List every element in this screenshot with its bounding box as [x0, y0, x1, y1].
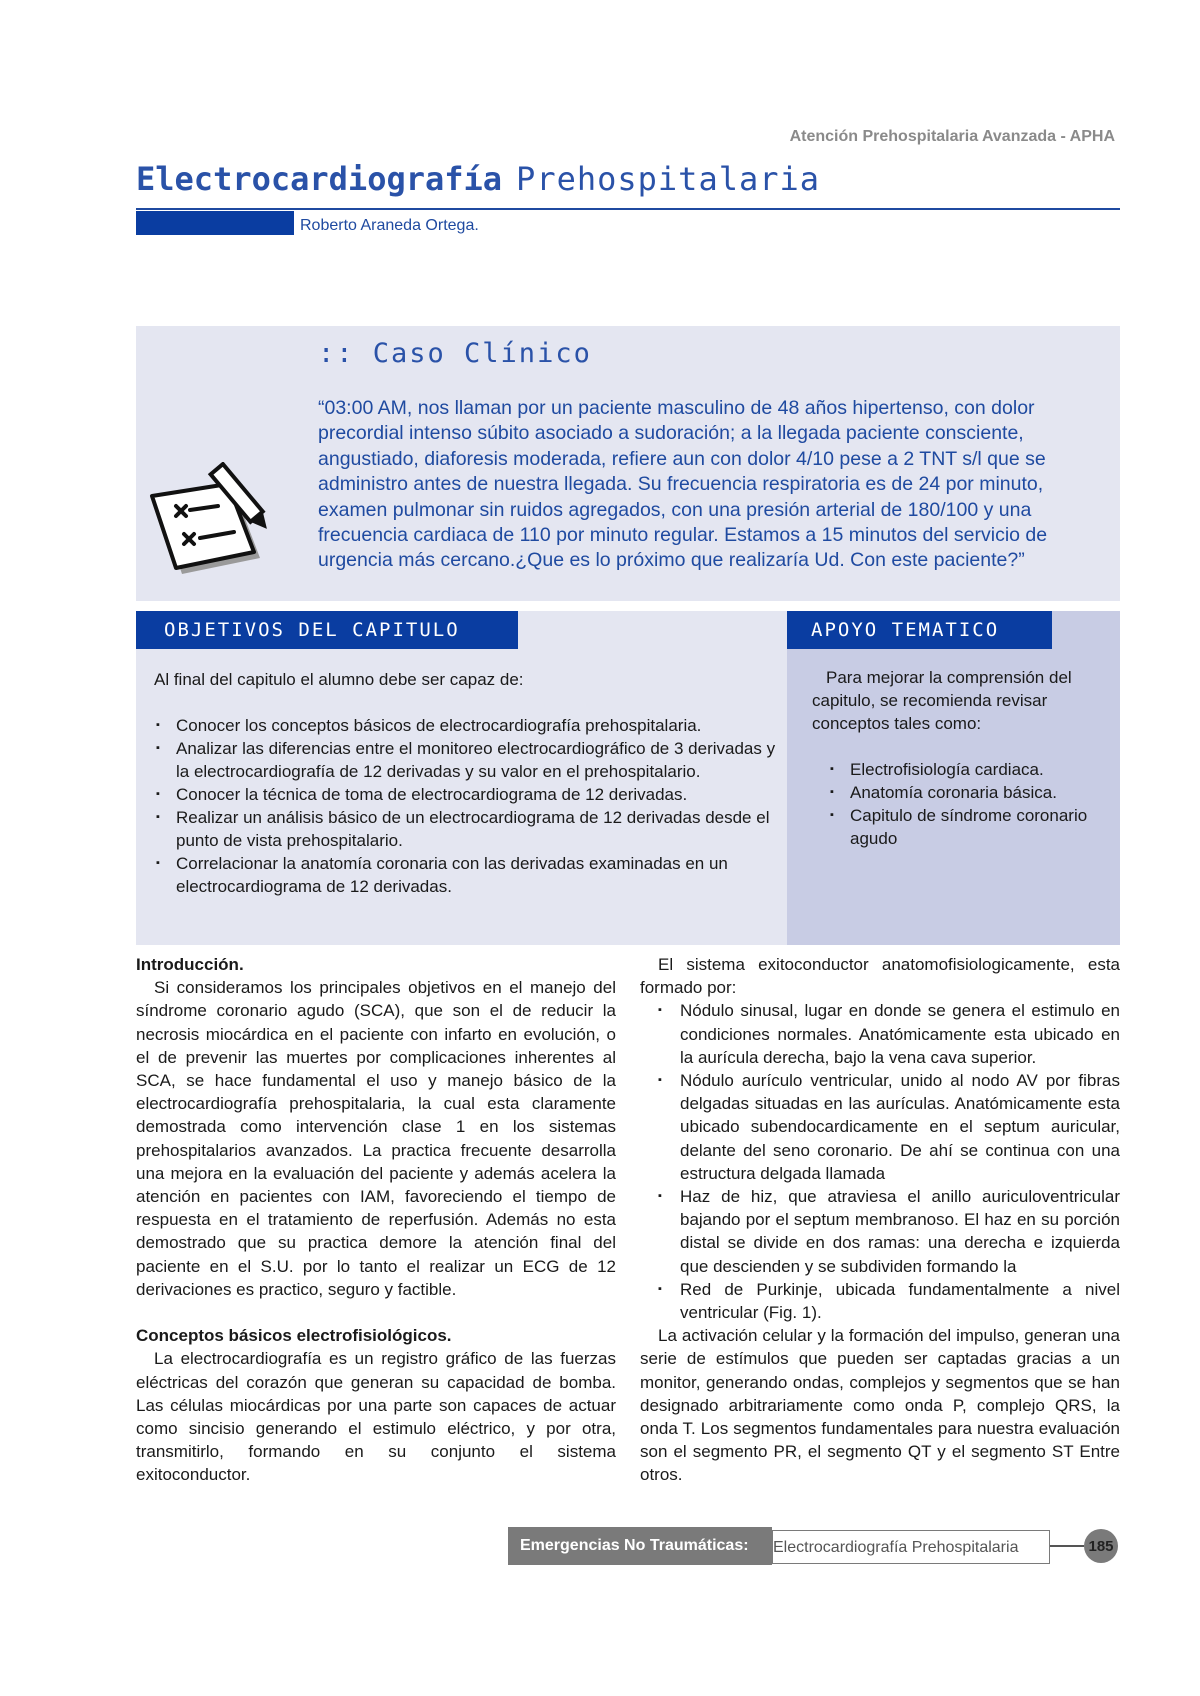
conduction-system-list: [640, 999, 1120, 1324]
objectives-intro: Al final del capitulo el alumno debe ser capaz de:: [154, 670, 524, 689]
page-footer: [508, 1527, 1118, 1565]
list-item: ▪ Haz de hiz, que atraviesa el anillo auriculoventricular bajando por el septum membranoso. El haz en su porción distal se divide en dos ramas: una derecha e izquierda que descienden y se subdividen formando la: [640, 1185, 1120, 1278]
support-body: [812, 666, 1112, 850]
list-item: ▪ Anatomía coronaria básica.: [812, 781, 1112, 804]
list-item: ▪ Capitulo de síndrome coronario agudo: [812, 804, 1112, 850]
paragraph: La electrocardiografía es un registro gráfico de las fuerzas eléctricas del corazón que generan su capacidad de bomba. Las células miocárdicas por una parte son capaces de actuar como sincisio generando el estimulo eléctrico, y por otra, transmitirlo, formando en su conjunto el sistema exitoconductor.: [136, 1349, 616, 1485]
body-column-right: [640, 953, 1120, 1487]
paragraph: Si consideramos los principales objetivos en el manejo del síndrome coronario agudo (SCA), que son el de reducir la necrosis miocárdica en el paciente con infarto en evolución, o el de prevenir las muertes por complicaciones inherentes al SCA, se hace fundamental el uso y manejo básico de la electrocardiografía prehospitalaria, la cual esta claramente demostrada como intervención clase 1 en los sistemas prehospitalarios avanzados. La practica frecuente desarrolla una mejora en la evaluación del paciente y además acelera la atención en pacientes con IAM, favoreciendo el tiempo de respuesta en el tratamiento de reperfusión. Además no esta demostrado que su practica demore la atención final del paciente en el S.U. por lo tanto el realizar un ECG de 12 derivaciones es practico, seguro y factible.: [136, 978, 616, 1299]
objectives-body: [154, 668, 778, 898]
support-header: APOYO TEMATICO: [787, 611, 1052, 649]
clipboard-pen-icon: [148, 462, 288, 582]
list-item: ▪ Nódulo sinusal, lugar en donde se genera el estimulo en condiciones normales. Anatómicamente esta ubicado en la aurícula derecha, bajo la vena cava superior.: [640, 999, 1120, 1069]
clinical-case-text: “03:00 AM, nos llaman por un paciente masculino de 48 años hipertenso, con dolor precordial intenso súbito asociado a sudoración; a la llegada paciente consciente, angustiado, diaforesis moderada, refiere aun con dolor 4/10 pese a 2 TNT s/l que se administro antes de nuestra llegada. Su frecuencia respiratoria es de 24 por minuto, examen pulmonar sin ruidos agregados, con una presión arterial de 180/100 y una frecuencia cardiaca de 110 por minuto regular. Estamos a 15 minutos del servicio de urgencia más cercano.¿Que es lo próximo que realizaría Ud. Con este paciente?”: [318, 397, 1048, 572]
page-title: [136, 160, 820, 198]
support-intro: Para mejorar la comprensión del capitulo, se recomienda revisar conceptos tales como:: [812, 668, 1072, 733]
page-number: 185: [1084, 1529, 1118, 1563]
author-accent-bar: [136, 211, 294, 235]
support-list: [812, 758, 1112, 850]
objectives-header: OBJETIVOS DEL CAPITULO: [136, 611, 518, 649]
running-title: Atención Prehospitalaria Avanzada - APHA: [789, 128, 1115, 145]
paragraph: El sistema exitoconductor anatomofisiologicamente, esta formado por:: [640, 955, 1120, 998]
paragraph: La activación celular y la formación del impulso, generan una serie de estímulos que pueden ser captadas gracias a un monitor, generando ondas, complejos y segmentos que se han designado arbitrariamente como onda P, complejo QRS, la onda T. Los segmentos fundamentales para nuestra evaluación son el segmento PR, el segmento QT y el segmento ST Entre otros.: [640, 1326, 1120, 1485]
author-name: Roberto Araneda Ortega.: [300, 217, 479, 234]
list-item: ▪ Electrofisiología cardiaca.: [812, 758, 1112, 781]
list-item: ▪ Conocer la técnica de toma de electrocardiograma de 12 derivadas.: [154, 783, 778, 806]
title-divider: [136, 208, 1120, 210]
list-item: ▪ Red de Purkinje, ubicada fundamentalmente a nivel ventricular (Fig. 1).: [640, 1278, 1120, 1324]
list-item: ▪ Realizar un análisis básico de un electrocardiograma de 12 derivadas desde el punto de vista prehospitalario.: [154, 806, 778, 852]
clinical-case-title: :: Caso Clínico: [318, 338, 592, 369]
list-item: ▪ Analizar las diferencias entre el monitoreo electrocardiográfico de 3 derivadas y la electrocardiografía de 12 derivadas y su valor en el prehospitalario.: [154, 737, 778, 783]
footer-divider: [1050, 1545, 1084, 1547]
title-main: Electrocardiografía: [136, 160, 503, 198]
section-heading: Introducción.: [136, 955, 244, 974]
list-item: ▪ Correlacionar la anatomía coronaria con las derivadas examinadas en un electrocardiograma de 12 derivadas.: [154, 852, 778, 898]
objectives-list: [154, 714, 778, 898]
body-column-left: [136, 953, 616, 1487]
footer-chapter: Electrocardiografía Prehospitalaria: [772, 1530, 1050, 1564]
list-item: ▪ Conocer los conceptos básicos de electrocardiografía prehospitalaria.: [154, 714, 778, 737]
list-item: ▪ Nódulo aurículo ventricular, unido al nodo AV por fibras delgadas situadas en las aurículas. Anatómicamente esta ubicado subendocardicamente en el septum auricular, delante del seno coronario. De ahí se continua con una estructura delgada llamada: [640, 1069, 1120, 1185]
section-heading: Conceptos básicos electrofisiológicos.: [136, 1326, 452, 1346]
footer-section: Emergencias No Traumáticas:: [508, 1527, 772, 1565]
title-sub: Prehospitalaria: [516, 160, 821, 198]
